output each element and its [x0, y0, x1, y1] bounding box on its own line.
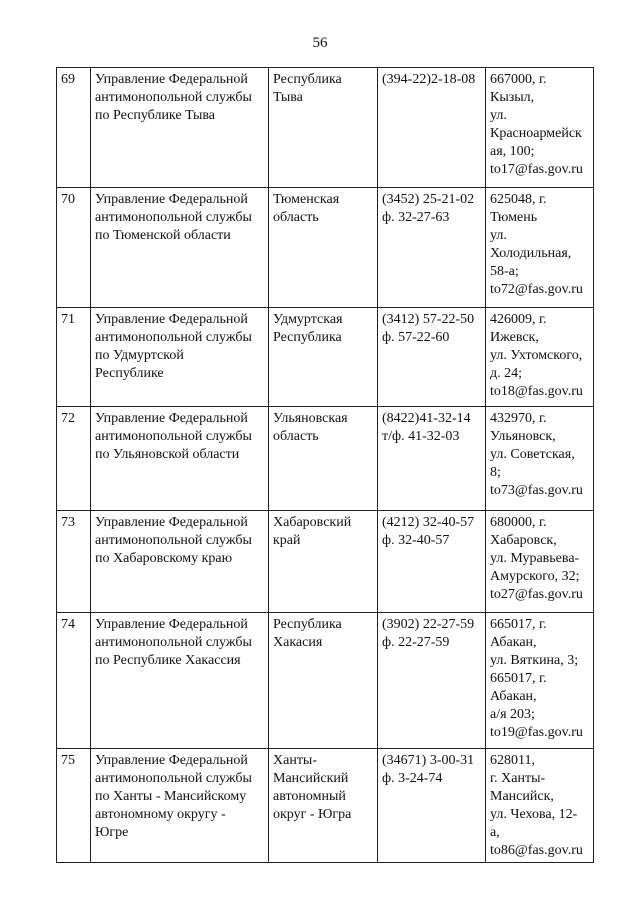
phone-numbers: (8422)41-32-14 т/ф. 41-32-03 [378, 407, 486, 511]
row-number: 75 [57, 749, 91, 863]
region-name: Ханты- Мансийский автономный округ - Югра [269, 749, 378, 863]
postal-address: 665017, г. Абакан, ул. Вяткина, 3; 665017, г. Абакан, а/я 203; to19@fas.gov.ru [486, 613, 594, 749]
table-row [57, 68, 594, 188]
fas-offices-table [56, 67, 594, 863]
phone-numbers: (34671) 3-00-31 ф. 3-24-74 [378, 749, 486, 863]
office-name: Управление Федеральной антимонопольной службы по Ульяновской области [91, 407, 269, 511]
table-row [57, 613, 594, 749]
phone-numbers: (3452) 25-21-02 ф. 32-27-63 [378, 188, 486, 308]
page-number: 56 [312, 35, 328, 51]
table-row [57, 749, 594, 863]
office-name: Управление Федеральной антимонопольной службы по Республике Тыва [91, 68, 269, 188]
office-name: Управление Федеральной антимонопольной службы по Хабаровскому краю [91, 511, 269, 613]
postal-address: 432970, г. Ульяновск, ул. Советская, 8; to73@fas.gov.ru [486, 407, 594, 511]
table-row [57, 511, 594, 613]
row-number: 69 [57, 68, 91, 188]
office-name: Управление Федеральной антимонопольной службы по Ханты - Мансийскому автономному округу - Югре [91, 749, 269, 863]
region-name: Тюменская область [269, 188, 378, 308]
table-row [57, 188, 594, 308]
office-name: Управление Федеральной антимонопольной службы по Тюменской области [91, 188, 269, 308]
phone-numbers: (3412) 57-22-50 ф. 57-22-60 [378, 308, 486, 407]
postal-address: 680000, г. Хабаровск, ул. Муравьева- Амурского, 32; to27@fas.gov.ru [486, 511, 594, 613]
office-name: Управление Федеральной антимонопольной службы по Республике Хакассия [91, 613, 269, 749]
office-name: Управление Федеральной антимонопольной службы по Удмуртской Республике [91, 308, 269, 407]
phone-numbers: (3902) 22-27-59 ф. 22-27-59 [378, 613, 486, 749]
row-number: 73 [57, 511, 91, 613]
region-name: Республика Тыва [269, 68, 378, 188]
row-number: 72 [57, 407, 91, 511]
region-name: Удмуртская Республика [269, 308, 378, 407]
region-name: Ульяновская область [269, 407, 378, 511]
postal-address: 625048, г. Тюмень ул. Холодильная, 58-а; to72@fas.gov.ru [486, 188, 594, 308]
row-number: 74 [57, 613, 91, 749]
region-name: Хабаровский край [269, 511, 378, 613]
table-row [57, 407, 594, 511]
table-row [57, 308, 594, 407]
postal-address: 628011, г. Ханты- Мансийск, ул. Чехова, 12- а, to86@fas.gov.ru [486, 749, 594, 863]
phone-numbers: (394-22)2-18-08 [378, 68, 486, 188]
row-number: 71 [57, 308, 91, 407]
postal-address: 426009, г. Ижевск, ул. Ухтомского, д. 24; to18@fas.gov.ru [486, 308, 594, 407]
postal-address: 667000, г. Кызыл, ул. Красноармейск ая, 100; to17@fas.gov.ru [486, 68, 594, 188]
row-number: 70 [57, 188, 91, 308]
region-name: Республика Хакасия [269, 613, 378, 749]
phone-numbers: (4212) 32-40-57 ф. 32-40-57 [378, 511, 486, 613]
